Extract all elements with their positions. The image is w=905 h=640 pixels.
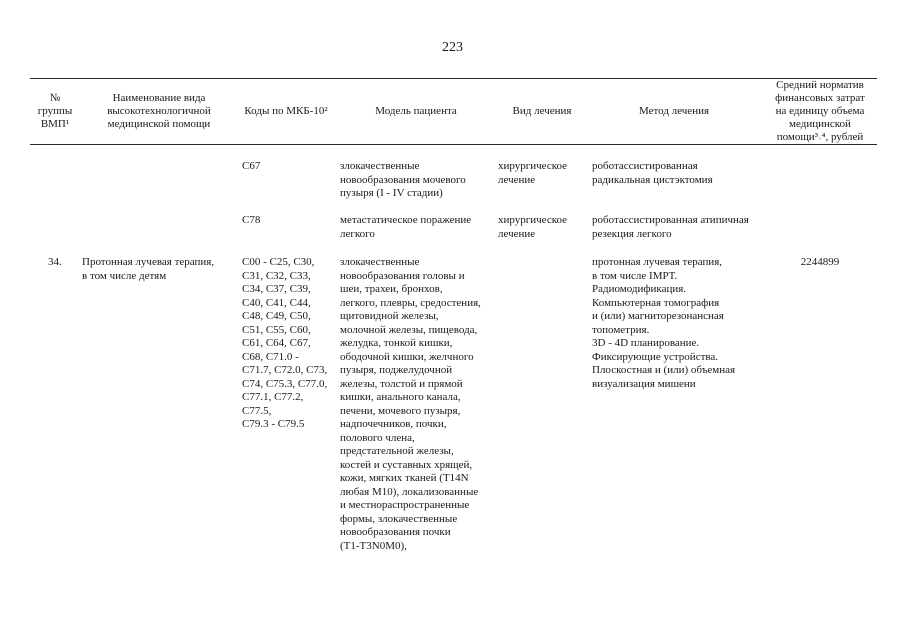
- row-3-codes: C00 - C25, C30, C31, C32, C33, C34, C37, C39, C40, C41, C44, C48, C49, C50, C51, C55, C60, C61, C64, C67, C68, C71.0 - C71.7, C72.0, C73, C74, C75.3, C77.0, C77.1, C77.2, C77.5, C79.3 - C79.5: [242, 256, 328, 430]
- row-2-patient-model: метастатическое поражение легкого: [340, 214, 472, 240]
- header-treatment-method: Метод лечения: [638, 105, 710, 117]
- table-header-border: [30, 144, 877, 145]
- row-3-treatment-method: протонная лучевая терапия, в том числе IMPT. Радиомодификация. Компьютерная томография и (или) магниторезонансная топометрия. 3D - 4D планирование. Фиксирующие устройства. Плоскостная и (или) объемная визуализация мишени: [592, 256, 736, 390]
- header-treatment-type: Вид лечения: [512, 105, 572, 117]
- row-3-financial-norm: 2244899: [800, 256, 840, 268]
- row-2-codes: C78: [242, 214, 261, 226]
- header-group-number: № группы ВМП¹: [37, 92, 73, 130]
- row-2-treatment-method: роботассистированная атипичная резекция легкого: [592, 214, 749, 240]
- row-2-treatment-type: хирургическое лечение: [498, 214, 568, 240]
- row-1-treatment-type: хирургическое лечение: [498, 160, 568, 186]
- row-1-codes: C67: [242, 160, 261, 172]
- row-3-care-type-name: Протонная лучевая терапия, в том числе детям: [82, 256, 215, 282]
- row-1-patient-model: злокачественные новообразования мочевого пузыря (I - IV стадии): [340, 160, 466, 199]
- page-number: 223: [442, 40, 463, 55]
- header-care-type-name: Наименование вида высокотехнологичной медицинской помощи: [107, 92, 211, 130]
- header-patient-model: Модель пациента: [375, 105, 457, 117]
- header-financial-norm: Средний норматив финансовых затрат на единицу объема медицинской помощи³˒⁴, рублей: [775, 79, 865, 143]
- row-3-group-number: 34.: [48, 256, 62, 268]
- row-1-treatment-method: роботассистированная радикальная цистэктомия: [592, 160, 713, 186]
- header-icd-codes: Коды по МКБ-10²: [244, 105, 328, 117]
- row-3-patient-model: злокачественные новообразования головы и шеи, трахеи, бронхов, легкого, плевры, средостения, щитовидной железы, молочной железы, пищевода, желудка, тонкой кишки, ободочной кишки, желчного пузыря, поджелудочной железы, толстой и прямой кишки, анального канала, печени, мочевого пузыря, надпочечников, почки, полового члена, предстательной железы, костей и суставных хрящей, кожи, мягких тканей (T14N любая M10), локализованные и местнораспространенные формы, злокачественные новообразования почки (T1-T3N0M0),: [340, 256, 481, 552]
